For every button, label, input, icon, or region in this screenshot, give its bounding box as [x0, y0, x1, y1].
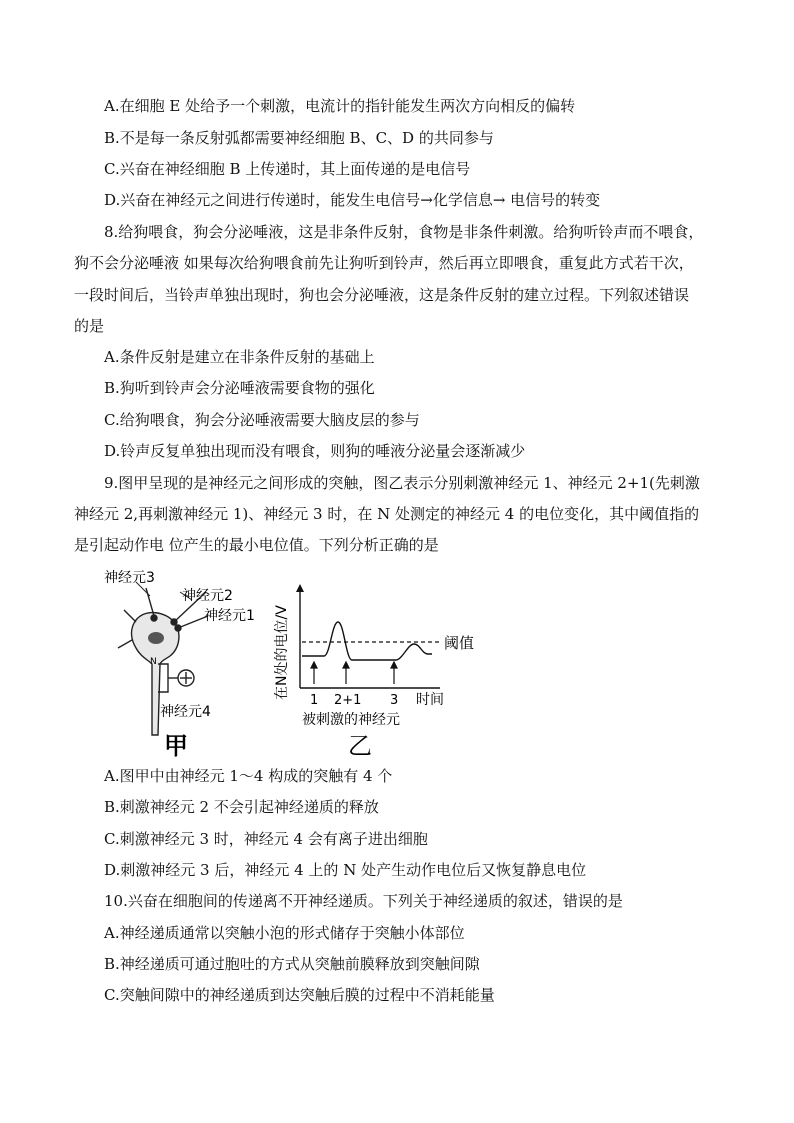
label-neuron1: 神经元1: [204, 608, 255, 624]
q10-option-a: A.神经递质通常以突触小泡的形式储存于突触小体部位: [104, 924, 465, 942]
caption-jia: 甲: [164, 731, 188, 760]
q10-stem: 10.兴奋在细胞间的传递离不开神经递质。下列关于神经递质的叙述，错误的是: [104, 892, 623, 910]
threshold-label: 阈值: [444, 634, 475, 652]
q8-stem-line1: 8.给狗喂食，狗会分泌唾液，这是非条件反射，食物是非条件刺激。给狗听铃声而不喂食，: [104, 223, 704, 241]
neuron3-axon: [146, 588, 154, 616]
q9-figure-svg: [96, 560, 496, 760]
q8-stem-line4: 的是: [74, 317, 105, 335]
neuron4-dendrite: [118, 640, 132, 648]
graph-ylabel: 在N处的电位/V: [274, 605, 290, 700]
tick-2-1: 2+1: [334, 693, 362, 708]
graph-xlabel: 被刺激的神经元: [302, 712, 400, 728]
q7-option-d: D.兴奋在神经元之间进行传递时，能发生电信号→化学信息→ 电信号的转变: [104, 191, 601, 209]
q9-option-d: D.刺激神经元 3 后，神经元 4 上的 N 处产生动作电位后又恢复静息电位: [104, 861, 587, 879]
q9-stem-line1: 9.图甲呈现的是神经元之间形成的突触，图乙表示分别刺激神经元 1、神经元 2+1(先刺激: [104, 474, 700, 492]
label-neuron4: 神经元4: [160, 704, 211, 720]
q10-option-b: B.神经递质可通过胞吐的方式从突触前膜释放到突触间隙: [104, 955, 480, 973]
q9-stem-line3: 是引起动作电 位产生的最小电位值。下列分析正确的是: [74, 536, 439, 554]
q9-option-c: C.刺激神经元 3 时，神经元 4 会有离子进出细胞: [104, 830, 428, 848]
caption-yi: 乙: [348, 732, 372, 760]
tick-3: 3: [390, 693, 399, 708]
label-neuron2: 神经元2: [182, 588, 233, 604]
q8-option-b: B.狗听到铃声会分泌唾液需要食物的强化: [104, 379, 375, 397]
q9-option-b: B.刺激神经元 2 不会引起神经递质的释放: [104, 798, 379, 816]
q7-option-b: B.不是每一条反射弧都需要神经细胞 B、C、D 的共同参与: [104, 129, 494, 147]
q8-option-d: D.铃声反复单独出现而没有喂食，则狗的唾液分泌量会逐渐减少: [104, 442, 526, 460]
q8-option-a: A.条件反射是建立在非条件反射的基础上: [104, 348, 375, 366]
tick-1: 1: [310, 693, 319, 708]
q8-stem-line2: 狗不会分泌唾液 如果每次给狗喂食前先让狗听到铃声，然后再立即喂食，重复此方式若干次，: [74, 254, 694, 272]
neuron4-dendrite: [124, 610, 136, 622]
q9-option-a: A.图甲中由神经元 1～4 构成的突触有 4 个: [104, 767, 393, 785]
potential-curve: [302, 622, 432, 660]
neuron4-nucleus: [148, 632, 164, 644]
q10-option-c: C.突触间隙中的神经递质到达突触后膜的过程中不消耗能量: [104, 986, 495, 1004]
q9-stem-line2: 神经元 2,再刺激神经元 1)、神经元 3 时，在 N 处测定的神经元 4 的电位变化，其中阈值指的: [74, 505, 700, 523]
q8-option-c: C.给狗喂食，狗会分泌唾液需要大脑皮层的参与: [104, 411, 420, 429]
potential-graph: [273, 584, 474, 760]
label-n: N: [150, 657, 157, 667]
q7-option-c: C.兴奋在神经细胞 B 上传递时，其上面传递的是电信号: [104, 160, 471, 178]
q9-figure: [96, 560, 496, 760]
q7-option-a: A.在细胞 E 处给予一个刺激，电流计的指针能发生两次方向相反的偏转: [104, 97, 576, 115]
label-neuron3: 神经元3: [104, 570, 155, 586]
time-label: 时间: [416, 692, 444, 708]
q8-stem-line3: 一段时间后，当铃声单独出现时，狗也会分泌唾液，这是条件反射的建立过程。下列叙述错误: [74, 286, 690, 304]
